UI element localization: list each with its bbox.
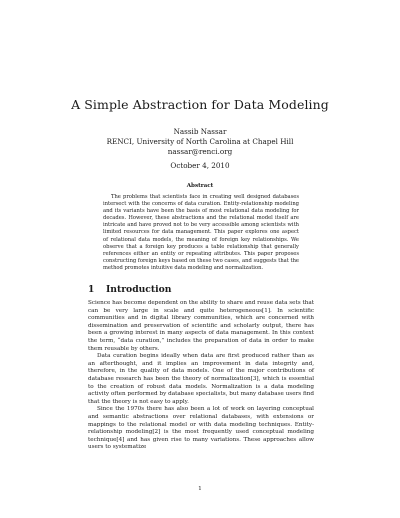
section-heading	[88, 284, 171, 295]
author-block	[0, 127, 400, 156]
paragraph: Since the 1970s there has also been a lot of work on layering conceptual and semantic abstractions over relational databases, with extensions or mappings to the relational model or with data modeling techniques. Entity-relationship modeling[2] is the most frequently used conceptual modeling technique[4] and has given rise to many variations. These approaches allow users to systematize	[88, 406, 314, 451]
author-name: Nassib Nassar	[173, 127, 227, 136]
section-title: Introduction	[106, 284, 172, 295]
abstract-heading: Abstract	[186, 183, 214, 189]
paper-date: October 4, 2010	[170, 161, 230, 170]
paragraph: Science has become dependent on the ability to share and reuse data sets that can be very large in scale and quite heterogeneous[1]. In scientific communities and in digital library communities, which are concerned with dissemination and preservation of scientific and scholarly output, there has been a growing interest in many aspects of data management. In this context the term, “data curation,” includes the preparation of data in order to make them reusable by others.	[88, 300, 314, 352]
paragraph: Data curation begins ideally when data are first produced rather than as an afterthought, and it implies an improvement in data integrity and, therefore, in the quality of data models. One of the major contributions of database research has been the theory of normalization[3], which is essential to the creation of robust data models. Normalization is a data modeling activity often performed by database specialists, but many database users find that the theory is not easy to apply.	[88, 353, 314, 405]
abstract-text: The problems that scientists face in creating well designed databases intersect with the concerns of data curation. Entity-relationship modeling and its variants have been the basis of most relational data modeling for decades. However, these abstractions and the relational model itself are intricate and have proved not to be very accessible among scientists with limited resources for data management. This paper explores one aspect of relational data models, the meaning of foreign key relationships. We observe that a foreign key produces a table relationship that generally references either an entity or repeating attributes. This paper proposes constructing foreign keys based on these two cases, and suggests that the method promotes intuitive data modeling and normalization.	[103, 194, 299, 271]
page-number: 1	[198, 486, 202, 492]
author-affiliation: RENCI, University of North Carolina at Chapel Hill	[106, 136, 294, 146]
paper-title: A Simple Abstraction for Data Modeling	[71, 97, 329, 112]
author-email: nassar@renci.org	[167, 146, 233, 156]
section-number: 1	[88, 284, 95, 295]
section-body	[88, 300, 314, 452]
